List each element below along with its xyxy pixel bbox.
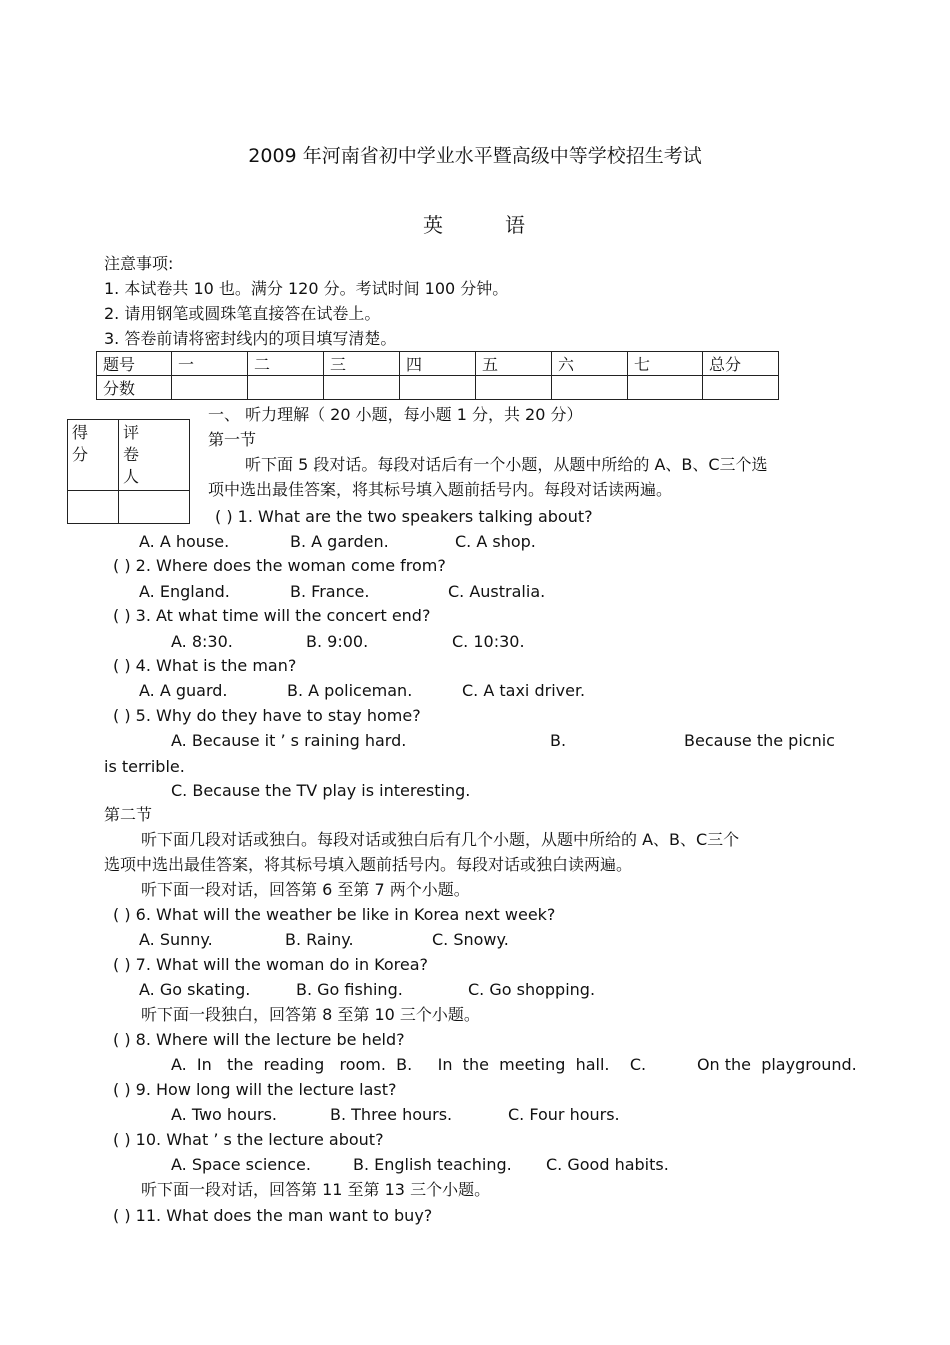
grader-box	[67, 419, 190, 524]
section2-instruction-line2: 选项中选出最佳答案，将其标号填入题前括号内。每段对话或独白读两遍。	[104, 855, 633, 874]
subject-char-1: 英	[423, 213, 445, 237]
q2-option-c: C. Australia.	[448, 582, 546, 601]
notice-item-3: 3. 答卷前请将密封线内的项目填写清楚。	[104, 329, 397, 348]
score-cell-7: 七	[628, 352, 703, 376]
grader-reviewer-label: 评 卷 人	[119, 420, 190, 491]
q7-option-c: C. Go shopping.	[468, 980, 596, 999]
question-11: ( ) 11. What does the man want to buy?	[113, 1206, 433, 1225]
question-6: ( ) 6. What will the weather be like in Korea next week?	[113, 905, 556, 924]
q9-option-c: C. Four hours.	[508, 1105, 620, 1124]
lead-questions-8-10: 听下面一段独白，回答第 8 至第 10 三个小题。	[141, 1005, 480, 1024]
q9-option-b: B. Three hours.	[330, 1105, 453, 1124]
question-4: ( ) 4. What is the man?	[113, 656, 297, 675]
q4-option-b: B. A policeman.	[287, 681, 413, 700]
q1-option-b: B. A garden.	[290, 532, 389, 551]
score-cell-6: 六	[552, 352, 628, 376]
exam-title: 2009 年河南省初中学业水平暨高级中等学校招生考试	[248, 145, 702, 167]
q6-option-a: A. Sunny.	[139, 930, 213, 949]
q7-option-b: B. Go fishing.	[296, 980, 403, 999]
q3-option-a: A. 8:30.	[171, 632, 233, 651]
q2-option-b: B. France.	[290, 582, 370, 601]
question-5: ( ) 5. Why do they have to stay home?	[113, 706, 421, 725]
section2-instruction-line1: 听下面几段对话或独白。每段对话或独白后有几个小题，从题中所给的 A、B、C三个	[141, 830, 740, 849]
q10-option-a: A. Space science.	[171, 1155, 311, 1174]
score-input-5[interactable]	[476, 376, 552, 400]
q4-option-a: A. A guard.	[139, 681, 228, 700]
score-row-label: 分数	[97, 376, 172, 400]
score-input-4[interactable]	[400, 376, 476, 400]
question-9: ( ) 9. How long will the lecture last?	[113, 1080, 397, 1099]
part1-heading: 一、 听力理解（ 20 小题，每小题 1 分，共 20 分）	[208, 405, 583, 424]
q5-option-c: C. Because the TV play is interesting.	[171, 781, 471, 800]
section2-heading: 第二节	[104, 805, 153, 824]
score-table	[96, 351, 779, 400]
question-10: ( ) 10. What ’ s the lecture about?	[113, 1130, 384, 1149]
score-cell-3: 三	[324, 352, 400, 376]
q10-option-c: C. Good habits.	[546, 1155, 669, 1174]
question-8: ( ) 8. Where will the lecture be held?	[113, 1030, 405, 1049]
score-input-1[interactable]	[172, 376, 248, 400]
section1-instruction-line1: 听下面 5 段对话。每段对话后有一个小题，从题中所给的 A、B、C三个选	[245, 455, 768, 474]
score-cell-1: 一	[172, 352, 248, 376]
lead-questions-11-13: 听下面一段对话，回答第 11 至第 13 三个小题。	[141, 1180, 491, 1199]
question-7: ( ) 7. What will the woman do in Korea?	[113, 955, 429, 974]
q5-option-b-label: B.	[550, 731, 567, 750]
score-input-total[interactable]	[703, 376, 779, 400]
q5-option-b-continued: is terrible.	[104, 757, 185, 776]
score-input-3[interactable]	[324, 376, 400, 400]
q4-option-c: C. A taxi driver.	[462, 681, 586, 700]
q3-option-c: C. 10:30.	[452, 632, 525, 651]
q5-option-b-text: Because the picnic	[684, 731, 835, 750]
q10-option-b: B. English teaching.	[353, 1155, 512, 1174]
score-input-7[interactable]	[628, 376, 703, 400]
score-cell-label: 题号	[97, 352, 172, 376]
q1-option-a: A. A house.	[139, 532, 230, 551]
q8-options: A. In the reading room. B. In the meeting hall. C. On the playground.	[171, 1055, 857, 1074]
q6-option-c: C. Snowy.	[432, 930, 509, 949]
question-2: ( ) 2. Where does the woman come from?	[113, 556, 446, 575]
notice-heading: 注意事项:	[104, 254, 174, 273]
score-cell-5: 五	[476, 352, 552, 376]
grader-score-label: 得 分	[68, 420, 119, 491]
grader-score-input[interactable]	[68, 491, 119, 524]
section1-instruction-line2: 项中选出最佳答案，将其标号填入题前括号内。每段对话读两遍。	[208, 480, 673, 499]
score-cell-4: 四	[400, 352, 476, 376]
q1-option-c: C. A shop.	[455, 532, 536, 551]
question-3: ( ) 3. At what time will the concert end?	[113, 606, 431, 625]
score-table-header-row	[97, 352, 779, 376]
section1-heading: 第一节	[208, 430, 257, 449]
score-cell-total: 总分	[703, 352, 779, 376]
q2-option-a: A. England.	[139, 582, 230, 601]
notice-item-1: 1. 本试卷共 10 也。满分 120 分。考试时间 100 分钟。	[104, 279, 509, 298]
q7-option-a: A. Go skating.	[139, 980, 251, 999]
subject-char-2: 语	[505, 213, 527, 237]
grader-reviewer-input[interactable]	[119, 491, 190, 524]
notice-item-2: 2. 请用钢笔或圆珠笔直接答在试卷上。	[104, 304, 381, 323]
q9-option-a: A. Two hours.	[171, 1105, 277, 1124]
score-table-value-row	[97, 376, 779, 400]
question-1: ( ) 1. What are the two speakers talking about?	[215, 507, 593, 526]
q6-option-b: B. Rainy.	[285, 930, 354, 949]
q3-option-b: B. 9:00.	[306, 632, 369, 651]
score-cell-2: 二	[248, 352, 324, 376]
subject-title	[0, 215, 950, 235]
q5-option-a: A. Because it ’ s raining hard.	[171, 731, 407, 750]
lead-questions-6-7: 听下面一段对话，回答第 6 至第 7 两个小题。	[141, 880, 470, 899]
score-input-2[interactable]	[248, 376, 324, 400]
score-input-6[interactable]	[552, 376, 628, 400]
